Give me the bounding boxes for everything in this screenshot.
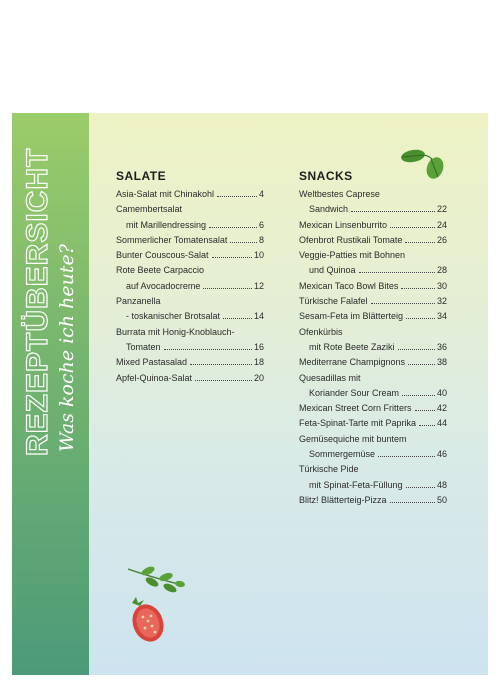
snacks-entry — [299, 218, 447, 233]
salate-entry — [116, 309, 264, 324]
snacks-entry — [299, 325, 447, 340]
salate-entry — [116, 294, 264, 309]
leader-dots — [406, 318, 435, 319]
snacks-entry — [299, 462, 447, 477]
entry-title: mit Marillendressing — [126, 219, 207, 230]
recipe-overview-page — [12, 113, 488, 675]
snacks-entry — [299, 202, 447, 217]
leader-dots — [195, 380, 252, 381]
salate-entry — [116, 202, 264, 217]
page-number: 8 — [258, 234, 264, 245]
salate-entry — [116, 233, 264, 248]
leader-dots — [230, 242, 257, 243]
leader-dots — [398, 349, 435, 350]
salate-entry — [116, 248, 264, 263]
leader-dots — [415, 410, 435, 411]
snacks-entry — [299, 340, 447, 355]
entry-title: Blitz! Blätterteig-Pizza — [299, 494, 387, 505]
snacks-entry — [299, 416, 447, 431]
page-number: 28 — [436, 265, 447, 276]
page-number: 16 — [253, 341, 264, 352]
snacks-entry — [299, 233, 447, 248]
sidebar-title-block — [22, 148, 80, 456]
entry-title: Sandwich — [309, 204, 349, 215]
salate-entry — [116, 325, 264, 340]
snacks-entry — [299, 493, 447, 508]
entry-title: mit Rote Beete Zaziki — [309, 341, 395, 352]
leader-dots — [419, 425, 435, 426]
snacks-entry — [299, 248, 447, 263]
page-number: 36 — [436, 341, 447, 352]
entry-title: Sommergemüse — [309, 449, 376, 460]
snacks-entry — [299, 279, 447, 294]
salate-entry — [116, 340, 264, 355]
salate-entry — [116, 355, 264, 370]
snacks-entry — [299, 401, 447, 416]
leader-dots — [371, 303, 435, 304]
entry-title: Tomaten — [126, 341, 161, 352]
entry-title: Gemüsequiche mit buntem — [299, 433, 407, 444]
salate-column — [116, 169, 264, 386]
page-number: 20 — [253, 372, 264, 383]
snacks-entry — [299, 432, 447, 447]
snacks-heading: SNACKS — [299, 169, 353, 183]
snacks-entry — [299, 386, 447, 401]
entry-title: Mixed Pastasalad — [116, 357, 188, 368]
entry-title: Apfel-Quinoa-Salat — [116, 372, 193, 383]
snacks-column — [299, 169, 447, 508]
leader-dots — [351, 211, 435, 212]
salate-entry — [116, 187, 264, 202]
page-number: 4 — [258, 189, 264, 199]
entry-title: Sommerlicher Tomatensalat — [116, 234, 228, 245]
salate-heading: SALATE — [116, 169, 167, 183]
snacks-entry — [299, 371, 447, 386]
page-number: 22 — [436, 204, 447, 215]
page-number: 10 — [253, 250, 264, 261]
entry-title: Ofenkürbis — [299, 326, 343, 337]
page-number: 6 — [258, 219, 264, 230]
leader-dots — [405, 242, 435, 243]
sidebar-subtitle: Was koche ich heute? — [56, 244, 78, 452]
page-number: 42 — [436, 403, 447, 414]
leader-dots — [164, 349, 252, 350]
snacks-entry — [299, 355, 447, 370]
leader-dots — [378, 456, 435, 457]
page-number: 12 — [253, 280, 264, 291]
entry-title: Mediterrane Champignons — [299, 357, 406, 368]
entry-title: Asia-Salat mit Chinakohl — [116, 189, 215, 199]
page-number: 38 — [436, 357, 447, 368]
entry-title: Türkische Falafel — [299, 296, 368, 307]
leader-dots — [401, 288, 435, 289]
leader-dots — [190, 364, 252, 365]
entry-title: Koriander Sour Cream — [309, 387, 400, 398]
leader-dots — [203, 288, 252, 289]
entry-title: Bunter Couscous-Salat — [116, 250, 209, 261]
snacks-entry — [299, 309, 447, 324]
tomato-slice-icon — [126, 595, 170, 645]
leader-dots — [390, 502, 435, 503]
leader-dots — [212, 257, 252, 258]
snacks-list — [299, 187, 447, 508]
page-number: 46 — [436, 449, 447, 460]
leader-dots — [408, 364, 435, 365]
page-number: 32 — [436, 296, 447, 307]
leader-dots — [223, 318, 252, 319]
page-number: 30 — [436, 280, 447, 291]
page-number: 40 — [436, 387, 447, 398]
leader-dots — [217, 196, 257, 197]
entry-title: auf Avocadocreme — [126, 280, 201, 291]
entry-title: Quesadillas mit — [299, 372, 361, 383]
leader-dots — [406, 487, 435, 488]
page-number: 26 — [436, 234, 447, 245]
entry-title: Panzanella — [116, 296, 161, 307]
entry-title: Türkische Pide — [299, 464, 359, 475]
salate-entry — [116, 279, 264, 294]
snacks-entry — [299, 187, 447, 202]
snacks-entry — [299, 294, 447, 309]
entry-title: Mexican Taco Bowl Bites — [299, 280, 399, 291]
entry-title: Mexican Linsenburrito — [299, 219, 388, 230]
snacks-entry — [299, 478, 447, 493]
entry-title: Rote Beete Carpaccio — [116, 265, 205, 276]
entry-title: Mexican Street Corn Fritters — [299, 403, 412, 414]
page-number: 14 — [253, 311, 264, 322]
snacks-entry — [299, 263, 447, 278]
snacks-entry — [299, 447, 447, 462]
entry-title: Camembertsalat — [116, 204, 183, 215]
entry-title: Sesam-Feta im Blätterteig — [299, 311, 404, 322]
leader-dots — [402, 395, 435, 396]
page-number: 34 — [436, 311, 447, 322]
page-number: 44 — [436, 418, 447, 429]
salate-entry — [116, 371, 264, 386]
leader-dots — [359, 272, 435, 273]
sidebar-band — [12, 113, 89, 675]
page-number: 24 — [436, 219, 447, 230]
entry-title: und Quinoa — [309, 265, 356, 276]
leader-dots — [209, 227, 257, 228]
spinach-leaves-icon — [398, 147, 450, 185]
page-number: 18 — [253, 357, 264, 368]
page-number: 48 — [436, 479, 447, 490]
sidebar-title: REZEPTÜBERSICHT — [21, 147, 54, 456]
entry-title: mit Spinat-Feta-Füllung — [309, 479, 403, 490]
entry-title: Veggie-Patties mit Bohnen — [299, 250, 406, 261]
entry-title: - toskanischer Brotsalat — [126, 311, 221, 322]
salate-list — [116, 187, 264, 386]
entry-title: Burrata mit Honig-Knoblauch- — [116, 326, 235, 337]
leader-dots — [390, 227, 435, 228]
page-number: 50 — [436, 494, 447, 505]
salate-entry — [116, 263, 264, 278]
entry-title: Feta-Spinat-Tarte mit Paprika — [299, 418, 417, 429]
salate-entry — [116, 218, 264, 233]
entry-title: Ofenbrot Rustikali Tomate — [299, 234, 403, 245]
herb-sprig-icon — [126, 565, 186, 593]
entry-title: Weltbestes Caprese — [299, 189, 380, 199]
